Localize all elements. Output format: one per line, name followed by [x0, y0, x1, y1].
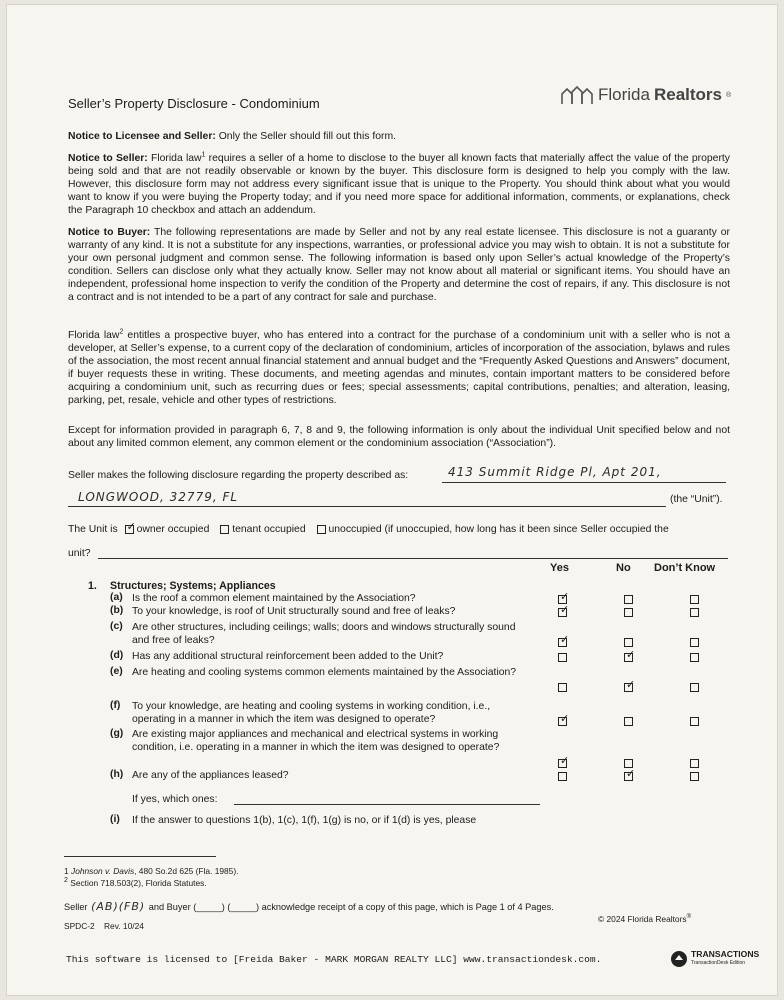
unit-question: unit?: [68, 548, 91, 559]
transactions-logo: TRANSACTIONS TransactionDesk Edition: [670, 950, 759, 968]
address-line-2-rule: [68, 506, 666, 507]
checkbox-dk[interactable]: [690, 683, 699, 692]
column-yes: Yes: [550, 562, 569, 574]
form-id: SPDC-2: [64, 921, 95, 931]
checkbox-dk[interactable]: [690, 772, 699, 781]
logo-text-realtors: Realtors: [653, 85, 722, 104]
address-line-2[interactable]: LONGWOOD, 32779, FL: [78, 490, 239, 504]
column-dont-know: Don’t Know: [654, 562, 716, 574]
checkbox-yes[interactable]: [558, 772, 567, 781]
checkbox-no[interactable]: [624, 772, 633, 781]
notice-seller: Notice to Seller: Florida law$^1$ requires a seller of a home to disclose to the buyer all known facts that materially affect the value of the property being sold and that are not readily observable or known by the buyer. This disclosure form is designed to help you comply with the law. However, this disclosure form may not address every significant issue that is unique to the Property. You should think about what you would want to know if you were buying the Property today; and if you need more space for additional information, comments, or explanations, check the Paragraph 10 checkbox and attach an addendum.: [68, 151, 730, 216]
question-text: Are heating and cooling systems common elements maintained by the Association?: [132, 667, 517, 678]
address-line-1-rule: [442, 482, 726, 483]
checkbox-yes[interactable]: [558, 683, 567, 692]
checkbox-yes[interactable]: [558, 717, 567, 726]
unit-answer-line[interactable]: [98, 558, 728, 559]
address-line-1[interactable]: 413 Summit Ridge Pl, Apt 201,: [448, 465, 662, 479]
seller-initials[interactable]: (AB)(FB): [91, 900, 146, 913]
notice-licensee-text: Only the Seller should fill out this form.: [215, 131, 397, 142]
question-text: Are existing major appliances and mechanical and electrical systems in working condition, i.e. operating in a manner in which the item was designed to operate?: [132, 729, 500, 753]
question-label: (f): [110, 700, 121, 711]
checkbox-yes[interactable]: [558, 759, 567, 768]
question-i-text: If the answer to questions 1(b), 1(c), 1(f), 1(g) is no, or if 1(d) is yes, please: [132, 815, 477, 826]
question-text: To your knowledge, are heating and cooling systems in working condition, i.e., operating in a manner in which the item was designed to operate?: [132, 701, 491, 725]
unoccupied-checkbox[interactable]: [317, 525, 326, 534]
question-label: (d): [110, 650, 124, 661]
footnote-1: 1 Johnson v. Davis, 480 So.2d 625 (Fla. 1985).: [64, 866, 239, 876]
question-label: (c): [110, 621, 123, 632]
question-i-label: (i): [110, 814, 120, 825]
checkbox-no[interactable]: [624, 595, 633, 604]
footnote-divider: [64, 856, 216, 857]
unit-suffix: (the “Unit”).: [670, 494, 723, 505]
question-label: (b): [110, 605, 124, 616]
notice-buyer-label: Notice to Buyer:: [68, 227, 151, 238]
checkbox-no[interactable]: [624, 717, 633, 726]
question-label: (g): [110, 728, 124, 739]
copyright-text: © 2024 Florida Realtors®: [598, 914, 691, 924]
form-revision: Rev. 10/24: [104, 921, 144, 931]
notice-buyer-text: The following representations are made by Seller and not by any real estate licensee. This disclosure is not a guaranty or warranty of any kind. It is not a substitute for any inspections, warranties, or professional advice you may wish to obtain. It is not a substitute for your own personal judgment and common sense. The following information is based only upon Seller’s actual knowledge of the Property’s condition. Sellers can disclose only what they actually know. Seller may not know about all material or significant items. You should have an independent, professional home inspection to verify the condition of the Property and determine the cost of repairs, if any. This disclosure is not a contract and is not intended to be a part of any contract for sale and purchase.: [68, 227, 731, 303]
property-lead-text: Seller makes the following disclosure regarding the property described as:: [68, 470, 409, 481]
checkbox-dk[interactable]: [690, 608, 699, 617]
notice-seller-label: Notice to Seller:: [68, 153, 148, 164]
footnote-2: $^2$ Section 718.503(2), Florida Statutes.: [64, 877, 207, 888]
notice-seller-text: requires a seller of a home to disclose to the buyer all known facts that materially affect the value of the property being sold and that are not readily observable or known by the buyer. This disclosure form is designed to help you comply with the law. However, this disclosure form may not address every significant issue that is unique to the Property. You should think about what you would want to know if you were buying the Property today; and if you need more space for additional information, comments, or explanations, check the Paragraph 10 checkbox and attach an addendum.: [68, 153, 730, 216]
question-label: (a): [110, 592, 123, 603]
checkbox-yes[interactable]: [558, 638, 567, 647]
question-text: To your knowledge, is roof of Unit structurally sound and free of leaks?: [132, 606, 456, 617]
transactions-icon: [670, 950, 688, 968]
florida-law-paragraph: Florida law$^2$ entitles a prospective buyer, who has entered into a contract for the purchase of a condominium unit with a seller who is not a developer, at Seller’s expense, to a current copy of the declaration of condominium, articles of incorporation of the association, bylaws and rules of the association, the most recent annual financial statement and annual budget and the “Frequently Asked Questions and Answers” document, if buyer requests these in writing. These documents, and meeting agendas and minutes, contain important matters to be considered before acquiring a condominium unit, such as recurring dues or fees; special assessments; capital contributions, penalties; and alteration, leasing, parking, pet, resale, vehicle and other types of restrictions.: [68, 328, 730, 406]
section-title: Structures; Systems; Appliances: [110, 580, 276, 592]
section-number: 1.: [88, 580, 97, 592]
checkbox-dk[interactable]: [690, 595, 699, 604]
checkbox-dk[interactable]: [690, 717, 699, 726]
question-label: (e): [110, 666, 123, 677]
acknowledgement-row: Seller (AB)(FB) and Buyer (_____) (_____) acknowledge receipt of a copy of this page, which is Page 1 of 4 Pages.: [64, 900, 554, 913]
question-text: Has any additional structural reinforcement been added to the Unit?: [132, 651, 444, 662]
checkbox-dk[interactable]: [690, 638, 699, 647]
owner-occupied-checkbox[interactable]: [125, 525, 134, 534]
question-text: Are other structures, including ceilings; walls; doors and windows structurally sound and free of leaks?: [132, 622, 516, 646]
unit-occupancy-row: The Unit is ✓ owner occupied tenant occupied unoccupied (if unoccupied, how long has it been since Seller occupied the: [68, 524, 730, 535]
checkbox-dk[interactable]: [690, 759, 699, 768]
question-text: Are any of the appliances leased?: [132, 770, 289, 781]
document-page: [6, 4, 778, 996]
florida-realtors-logo: Florida Realtors ®: [560, 84, 731, 106]
notice-licensee: [68, 130, 730, 143]
checkbox-no[interactable]: [624, 638, 633, 647]
question-text: Is the roof a common element maintained by the Association?: [132, 593, 416, 604]
checkbox-no[interactable]: [624, 608, 633, 617]
question-label: (h): [110, 769, 124, 780]
tenant-occupied-checkbox[interactable]: [220, 525, 229, 534]
checkbox-dk[interactable]: [690, 653, 699, 662]
logo-text-florida: Florida: [598, 85, 650, 104]
notice-licensee-label: Notice to Licensee and Seller:: [68, 131, 216, 142]
checkbox-no[interactable]: [624, 653, 633, 662]
except-paragraph: Except for information provided in paragraph 6, 7, 8 and 9, the following information is only about the individual Unit specified below and not about any limited common element, any common element or the condominium association (“Association”).: [68, 425, 730, 449]
houses-icon: [560, 84, 594, 106]
checkbox-yes[interactable]: [558, 608, 567, 617]
page-title: Seller’s Property Disclosure - Condominium: [68, 96, 320, 111]
license-text: This software is licensed to [Freida Baker - MARK MORGAN REALTY LLC] www.transactiondesk.com.: [66, 954, 602, 965]
if-yes-answer-line[interactable]: [234, 804, 540, 805]
column-no: No: [616, 562, 631, 574]
checkbox-yes[interactable]: [558, 653, 567, 662]
checkbox-no[interactable]: [624, 683, 633, 692]
notice-buyer: [68, 226, 730, 304]
if-yes-label: If yes, which ones:: [132, 794, 218, 805]
